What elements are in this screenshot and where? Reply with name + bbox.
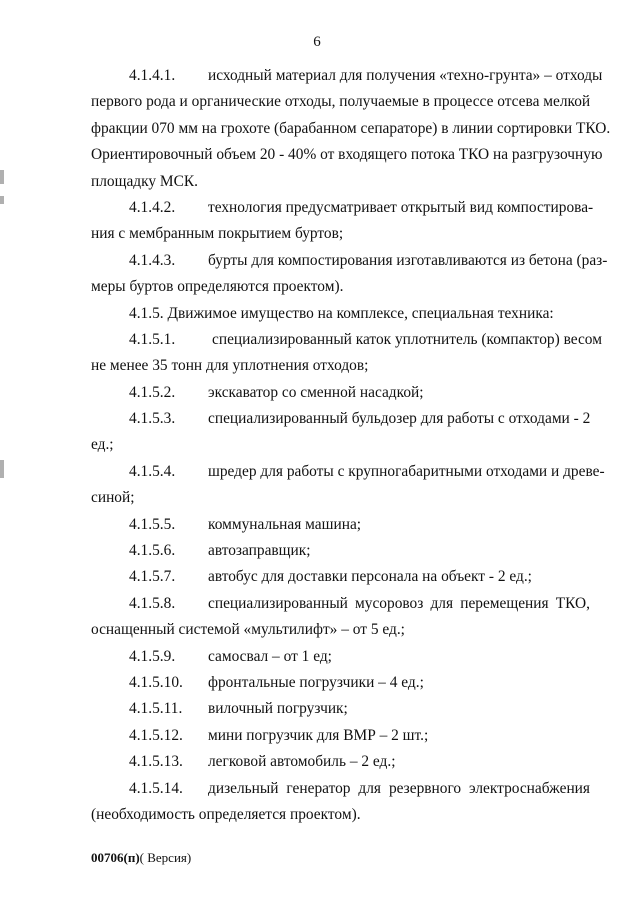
scan-margin-mark xyxy=(0,170,4,184)
clause-number: 4.1.4.1. xyxy=(129,67,176,84)
text-line xyxy=(91,248,608,274)
continuation-text: фракции 070 мм на грохоте (барабанном сепараторе) в линии сортировки ТКО. xyxy=(91,119,611,137)
continuation-text: не менее 35 тонн для уплотнения отходов; xyxy=(91,357,369,375)
continuation-text: ния с мембранным покрытием буртов; xyxy=(91,225,344,243)
clause-text: самосвал – от 1 ед; xyxy=(208,647,332,665)
clause-text: бурты для компостирования изготавливаются из бетона (раз- xyxy=(208,251,608,269)
text-line xyxy=(91,696,590,722)
clause-number: 4.1.5.14. xyxy=(129,779,183,797)
text-line xyxy=(91,353,590,379)
text-line xyxy=(91,617,590,643)
text-line xyxy=(91,274,590,300)
clause-text: мини погрузчик для ВМР – 2 шт.; xyxy=(208,726,429,744)
clause-number: 4.1.5.1. xyxy=(129,330,176,348)
clause-number: 4.1.5.5. xyxy=(129,515,176,533)
clause-text: коммунальная машина; xyxy=(208,515,362,533)
clause-number: 4.1.5.13. xyxy=(129,753,183,771)
section-heading: 4.1.5. Движимое имущество на комплексе, специальная техника: xyxy=(129,304,554,322)
text-line xyxy=(91,221,590,247)
continuation-text: синой; xyxy=(91,489,135,507)
clause-number: 4.1.5.11. xyxy=(129,700,183,718)
text-line xyxy=(91,63,603,89)
text-line xyxy=(91,116,611,142)
clause-text: специализированный мусоровоз для перемещения ТКО, xyxy=(208,594,590,612)
clause-number: 4.1.4.3. xyxy=(129,251,176,269)
continuation-text: оснащенный системой «мультилифт» – от 5 ед.; xyxy=(91,621,405,639)
clause-text: легковой автомобиль – 2 ед.; xyxy=(208,753,396,771)
text-line xyxy=(91,670,590,696)
clause-number: 4.1.5.12. xyxy=(129,726,183,744)
clause-text: вилочный погрузчик; xyxy=(208,700,348,718)
text-line xyxy=(91,301,590,327)
clause-text: автобус для доставки персонала на объект - 2 ед.; xyxy=(208,568,532,586)
text-line xyxy=(91,485,590,511)
clause-number: 4.1.5.7. xyxy=(129,568,176,586)
clause-text: специализированный бульдозер для работы с отходами - 2 xyxy=(208,410,591,428)
document-body xyxy=(91,63,611,828)
clause-number: 4.1.5.4. xyxy=(129,462,176,480)
clause-number: 4.1.5.6. xyxy=(129,542,176,560)
clause-text: шредер для работы с крупногабаритными отходами и древе- xyxy=(208,462,605,480)
page-number: 6 xyxy=(313,34,321,50)
continuation-text: ед.; xyxy=(91,436,114,454)
clause-text: экскаватор со сменной насадкой; xyxy=(208,383,424,401)
text-line xyxy=(91,776,590,802)
text-line xyxy=(91,406,590,432)
text-line xyxy=(91,644,590,670)
document-code: 00706(п) xyxy=(91,850,140,865)
clause-text: дизельный генератор для резервного электроснабжения xyxy=(208,779,590,797)
clause-text: фронтальные погрузчики – 4 ед.; xyxy=(208,673,424,691)
scan-margin-mark xyxy=(0,196,4,204)
text-line xyxy=(91,538,590,564)
text-line xyxy=(91,195,594,221)
continuation-text: меры буртов определяются проектом). xyxy=(91,278,344,296)
clause-text: технология предусматривает открытый вид компостирова- xyxy=(208,198,594,216)
clause-number: 4.1.5.8. xyxy=(129,594,176,612)
clause-number: 4.1.5.10. xyxy=(129,673,183,691)
text-line xyxy=(91,802,590,828)
clause-text: специализированный каток уплотнитель (компактор) весом xyxy=(212,330,602,348)
text-line xyxy=(91,512,590,538)
clause-number: 4.1.5.9. xyxy=(129,647,176,665)
continuation-text: первого рода и органические отходы, получаемые в процессе отсева мелкой xyxy=(91,93,591,111)
text-line xyxy=(91,327,602,353)
clause-number: 4.1.5.3. xyxy=(129,410,176,428)
text-line xyxy=(91,723,590,749)
text-line xyxy=(91,89,590,115)
text-line xyxy=(91,459,605,485)
text-line xyxy=(91,432,590,458)
scan-margin-mark xyxy=(0,460,4,478)
continuation-text: площадку МСК. xyxy=(91,172,198,190)
clause-text: исходный материал для получения «техно-грунта» – отходы xyxy=(208,67,603,84)
text-line xyxy=(91,564,590,590)
text-line xyxy=(91,591,590,617)
text-line xyxy=(91,142,603,168)
text-line xyxy=(91,749,590,775)
clause-number: 4.1.5.2. xyxy=(129,383,176,401)
continuation-text: (необходимость определяется проектом). xyxy=(91,805,361,823)
document-version: ( Версия) xyxy=(139,850,192,865)
text-line xyxy=(91,169,590,195)
clause-number: 4.1.4.2. xyxy=(129,198,176,216)
document-footer xyxy=(91,850,191,866)
continuation-text: Ориентировочный объем 20 - 40% от входящего потока ТКО на разгрузочную xyxy=(91,146,603,164)
text-line xyxy=(91,380,590,406)
clause-text: автозаправщик; xyxy=(208,542,311,560)
